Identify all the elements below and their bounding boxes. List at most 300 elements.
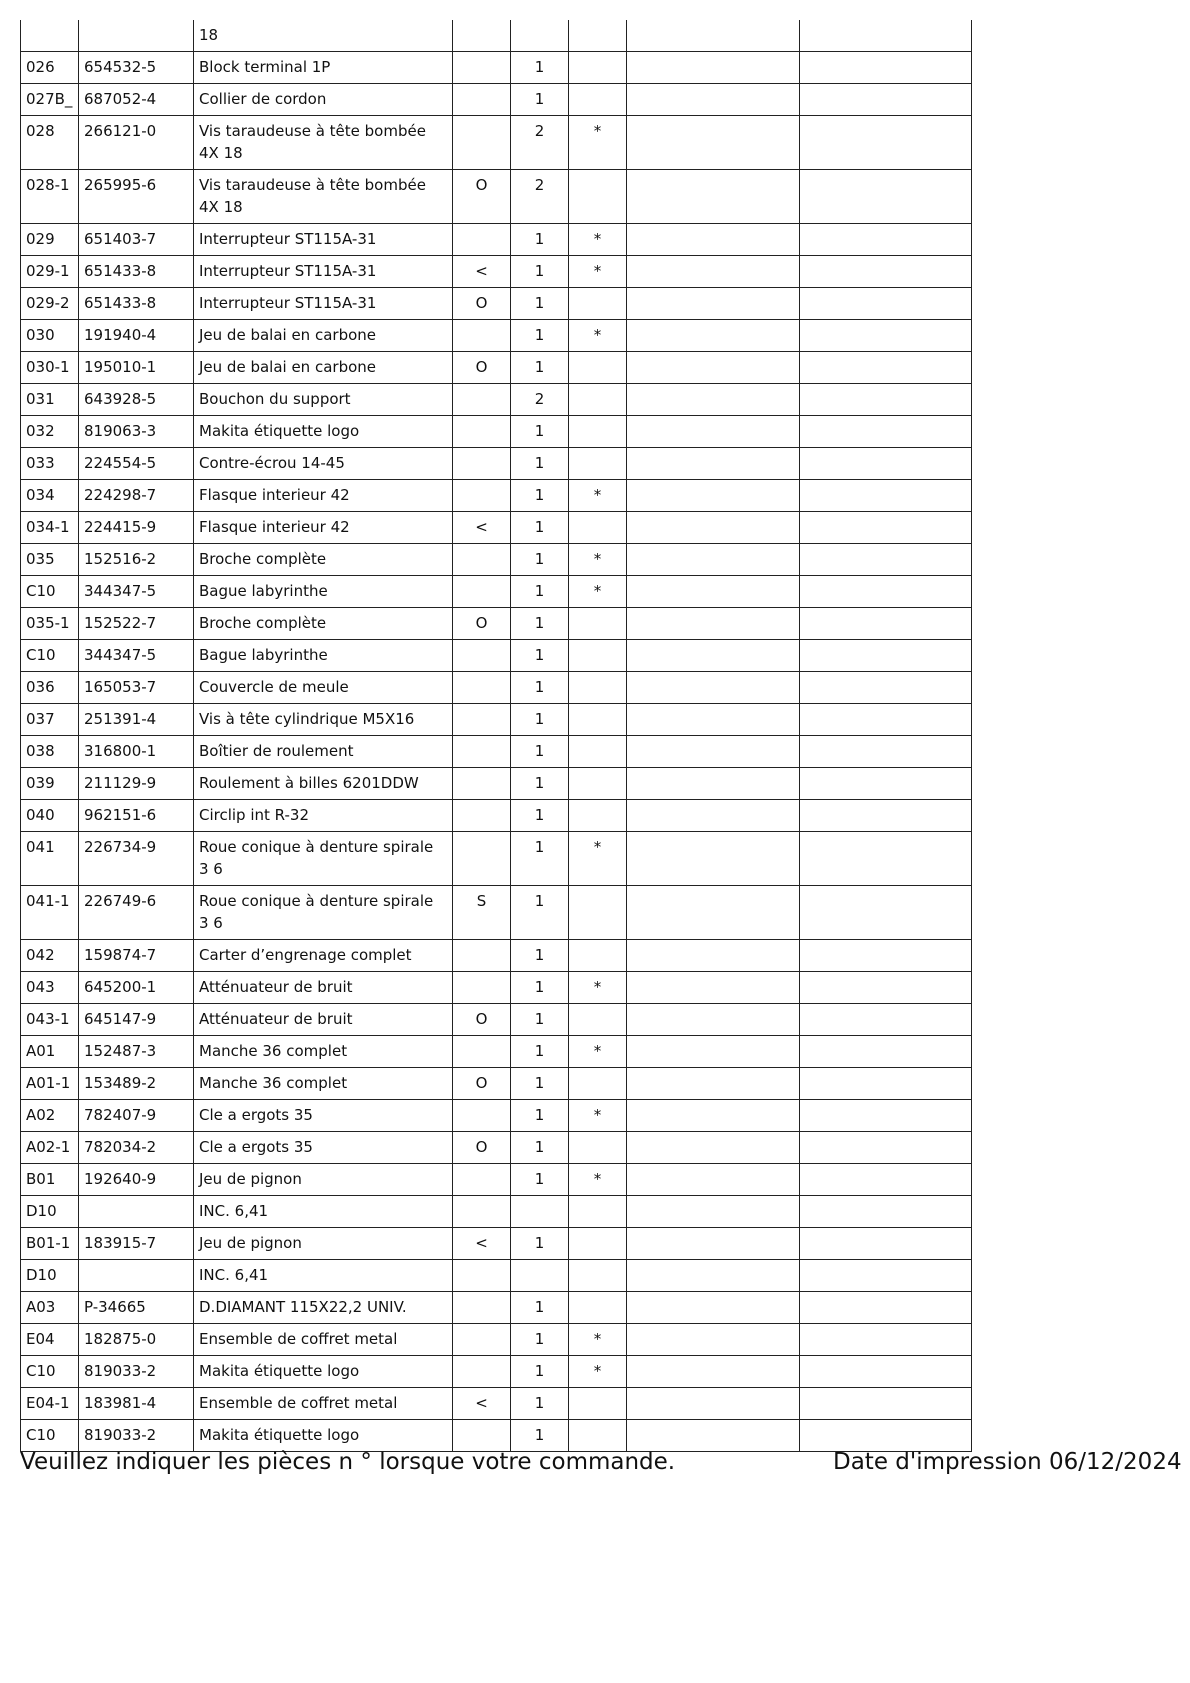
- empty-cell-a: [627, 1164, 800, 1196]
- empty-cell-b: [800, 1068, 972, 1100]
- cell-description: Roue conique à denture spirale 3 6: [194, 886, 453, 940]
- table-row: [21, 576, 972, 608]
- cell-mark: [453, 672, 511, 704]
- cell-reference-code: 266121-0: [79, 116, 194, 170]
- empty-cell-a: [627, 1260, 800, 1292]
- cell-quantity: [511, 20, 569, 52]
- cell-mark: O: [453, 288, 511, 320]
- cell-reference-code: 183981-4: [79, 1388, 194, 1420]
- empty-cell-a: [627, 170, 800, 224]
- empty-cell-b: [800, 1260, 972, 1292]
- cell-part-number: C10: [21, 1356, 79, 1388]
- cell-mark: [453, 320, 511, 352]
- cell-part-number: C10: [21, 1420, 79, 1452]
- empty-cell-b: [800, 640, 972, 672]
- cell-part-number: [21, 20, 79, 52]
- table-row: [21, 1324, 972, 1356]
- cell-mark: <: [453, 512, 511, 544]
- table-row: [21, 52, 972, 84]
- cell-reference-code: [79, 1260, 194, 1292]
- cell-description: Makita étiquette logo: [194, 1420, 453, 1452]
- empty-cell-b: [800, 1196, 972, 1228]
- cell-quantity: 1: [511, 1036, 569, 1068]
- empty-cell-a: [627, 886, 800, 940]
- cell-mark: [453, 768, 511, 800]
- cell-quantity: 1: [511, 480, 569, 512]
- table-row: [21, 1228, 972, 1260]
- cell-part-number: 030-1: [21, 352, 79, 384]
- cell-reference-code: 819063-3: [79, 416, 194, 448]
- cell-star-flag: *: [569, 1356, 627, 1388]
- cell-part-number: 036: [21, 672, 79, 704]
- cell-mark: [453, 448, 511, 480]
- cell-reference-code: 182875-0: [79, 1324, 194, 1356]
- table-row: [21, 384, 972, 416]
- cell-part-number: 041-1: [21, 886, 79, 940]
- cell-description: Boîtier de roulement: [194, 736, 453, 768]
- cell-description: Vis à tête cylindrique M5X16: [194, 704, 453, 736]
- empty-cell-a: [627, 800, 800, 832]
- cell-star-flag: [569, 1292, 627, 1324]
- table-row: [21, 448, 972, 480]
- cell-part-number: C10: [21, 576, 79, 608]
- cell-part-number: 040: [21, 800, 79, 832]
- cell-description: Makita étiquette logo: [194, 1356, 453, 1388]
- cell-mark: [453, 1196, 511, 1228]
- cell-quantity: 1: [511, 1004, 569, 1036]
- cell-reference-code: 782034-2: [79, 1132, 194, 1164]
- empty-cell-b: [800, 1324, 972, 1356]
- empty-cell-b: [800, 170, 972, 224]
- table-row: [21, 256, 972, 288]
- empty-cell-a: [627, 384, 800, 416]
- empty-cell-a: [627, 576, 800, 608]
- cell-quantity: [511, 1196, 569, 1228]
- empty-cell-b: [800, 1356, 972, 1388]
- empty-cell-a: [627, 736, 800, 768]
- cell-part-number: 028-1: [21, 170, 79, 224]
- cell-description: Block terminal 1P: [194, 52, 453, 84]
- cell-mark: [453, 384, 511, 416]
- empty-cell-b: [800, 116, 972, 170]
- cell-mark: [453, 52, 511, 84]
- cell-part-number: 039: [21, 768, 79, 800]
- cell-star-flag: *: [569, 972, 627, 1004]
- cell-part-number: B01: [21, 1164, 79, 1196]
- table-row: [21, 1004, 972, 1036]
- empty-cell-a: [627, 1196, 800, 1228]
- cell-mark: [453, 576, 511, 608]
- cell-quantity: 1: [511, 1420, 569, 1452]
- table-row: [21, 116, 972, 170]
- cell-star-flag: [569, 1260, 627, 1292]
- cell-reference-code: 819033-2: [79, 1356, 194, 1388]
- table-row: [21, 1292, 972, 1324]
- table-row: [21, 512, 972, 544]
- table-row: [21, 1164, 972, 1196]
- cell-description: INC. 6,41: [194, 1260, 453, 1292]
- cell-part-number: C10: [21, 640, 79, 672]
- table-row: [21, 736, 972, 768]
- cell-star-flag: [569, 608, 627, 640]
- cell-quantity: 1: [511, 1324, 569, 1356]
- empty-cell-a: [627, 608, 800, 640]
- empty-cell-b: [800, 704, 972, 736]
- cell-part-number: B01-1: [21, 1228, 79, 1260]
- cell-mark: [453, 1260, 511, 1292]
- empty-cell-a: [627, 116, 800, 170]
- table-row: [21, 1196, 972, 1228]
- cell-part-number: 043-1: [21, 1004, 79, 1036]
- cell-mark: [453, 1292, 511, 1324]
- cell-quantity: 2: [511, 384, 569, 416]
- empty-cell-a: [627, 448, 800, 480]
- cell-description: Vis taraudeuse à tête bombée 4X 18: [194, 116, 453, 170]
- cell-star-flag: [569, 20, 627, 52]
- empty-cell-b: [800, 972, 972, 1004]
- cell-quantity: 1: [511, 1388, 569, 1420]
- empty-cell-a: [627, 20, 800, 52]
- cell-description: Interrupteur ST115A-31: [194, 256, 453, 288]
- cell-part-number: D10: [21, 1196, 79, 1228]
- table-row: [21, 170, 972, 224]
- table-row: [21, 800, 972, 832]
- empty-cell-b: [800, 608, 972, 640]
- cell-star-flag: [569, 704, 627, 736]
- table-row: [21, 1356, 972, 1388]
- cell-part-number: A02-1: [21, 1132, 79, 1164]
- cell-reference-code: 153489-2: [79, 1068, 194, 1100]
- cell-quantity: 1: [511, 576, 569, 608]
- cell-quantity: 2: [511, 170, 569, 224]
- cell-star-flag: [569, 448, 627, 480]
- cell-part-number: 038: [21, 736, 79, 768]
- cell-description: Ensemble de coffret metal: [194, 1388, 453, 1420]
- print-date: Date d'impression 06/12/2024: [833, 1449, 1182, 1475]
- cell-description: Interrupteur ST115A-31: [194, 288, 453, 320]
- cell-star-flag: *: [569, 1036, 627, 1068]
- cell-reference-code: 152516-2: [79, 544, 194, 576]
- empty-cell-b: [800, 480, 972, 512]
- cell-description: 18: [194, 20, 453, 52]
- empty-cell-a: [627, 1068, 800, 1100]
- empty-cell-a: [627, 672, 800, 704]
- cell-star-flag: [569, 384, 627, 416]
- cell-mark: <: [453, 1228, 511, 1260]
- empty-cell-b: [800, 736, 972, 768]
- cell-mark: O: [453, 1068, 511, 1100]
- empty-cell-b: [800, 288, 972, 320]
- cell-part-number: 035-1: [21, 608, 79, 640]
- cell-reference-code: 316800-1: [79, 736, 194, 768]
- empty-cell-a: [627, 256, 800, 288]
- cell-star-flag: *: [569, 832, 627, 886]
- cell-reference-code: 165053-7: [79, 672, 194, 704]
- cell-part-number: 043: [21, 972, 79, 1004]
- empty-cell-b: [800, 224, 972, 256]
- cell-quantity: 1: [511, 940, 569, 972]
- cell-mark: [453, 480, 511, 512]
- empty-cell-a: [627, 1388, 800, 1420]
- cell-description: Collier de cordon: [194, 84, 453, 116]
- cell-part-number: 032: [21, 416, 79, 448]
- cell-description: Carter d’engrenage complet: [194, 940, 453, 972]
- empty-cell-b: [800, 416, 972, 448]
- table-row: [21, 608, 972, 640]
- cell-mark: S: [453, 886, 511, 940]
- cell-reference-code: 226734-9: [79, 832, 194, 886]
- cell-reference-code: 152487-3: [79, 1036, 194, 1068]
- empty-cell-a: [627, 544, 800, 576]
- cell-reference-code: 191940-4: [79, 320, 194, 352]
- cell-star-flag: [569, 736, 627, 768]
- cell-reference-code: 962151-6: [79, 800, 194, 832]
- cell-description: Jeu de balai en carbone: [194, 320, 453, 352]
- cell-description: Broche complète: [194, 544, 453, 576]
- empty-cell-b: [800, 20, 972, 52]
- cell-reference-code: 344347-5: [79, 640, 194, 672]
- cell-quantity: [511, 1260, 569, 1292]
- empty-cell-a: [627, 1292, 800, 1324]
- empty-cell-b: [800, 448, 972, 480]
- empty-cell-b: [800, 352, 972, 384]
- empty-cell-a: [627, 640, 800, 672]
- cell-reference-code: 645147-9: [79, 1004, 194, 1036]
- cell-quantity: 1: [511, 320, 569, 352]
- cell-mark: [453, 832, 511, 886]
- cell-quantity: 1: [511, 1292, 569, 1324]
- cell-description: Atténuateur de bruit: [194, 1004, 453, 1036]
- empty-cell-b: [800, 1292, 972, 1324]
- cell-quantity: 1: [511, 1132, 569, 1164]
- cell-description: Vis taraudeuse à tête bombée 4X 18: [194, 170, 453, 224]
- cell-part-number: A03: [21, 1292, 79, 1324]
- empty-cell-a: [627, 320, 800, 352]
- table-row: [21, 1132, 972, 1164]
- table-row: [21, 352, 972, 384]
- empty-cell-a: [627, 52, 800, 84]
- cell-part-number: 042: [21, 940, 79, 972]
- cell-star-flag: [569, 1004, 627, 1036]
- cell-star-flag: [569, 170, 627, 224]
- cell-mark: [453, 224, 511, 256]
- cell-description: Ensemble de coffret metal: [194, 1324, 453, 1356]
- cell-description: D.DIAMANT 115X22,2 UNIV.: [194, 1292, 453, 1324]
- table-row: [21, 640, 972, 672]
- cell-mark: [453, 640, 511, 672]
- empty-cell-b: [800, 768, 972, 800]
- order-note: Veuillez indiquer les pièces n ° lorsque votre commande.: [20, 1449, 676, 1475]
- empty-cell-a: [627, 416, 800, 448]
- cell-quantity: 1: [511, 672, 569, 704]
- cell-mark: [453, 544, 511, 576]
- cell-reference-code: 226749-6: [79, 886, 194, 940]
- empty-cell-b: [800, 52, 972, 84]
- cell-star-flag: [569, 800, 627, 832]
- empty-cell-b: [800, 1228, 972, 1260]
- cell-mark: [453, 1356, 511, 1388]
- cell-reference-code: 211129-9: [79, 768, 194, 800]
- empty-cell-a: [627, 940, 800, 972]
- empty-cell-b: [800, 1132, 972, 1164]
- cell-part-number: E04-1: [21, 1388, 79, 1420]
- cell-description: Bague labyrinthe: [194, 640, 453, 672]
- cell-star-flag: *: [569, 1100, 627, 1132]
- cell-star-flag: [569, 1388, 627, 1420]
- cell-reference-code: 251391-4: [79, 704, 194, 736]
- empty-cell-b: [800, 576, 972, 608]
- cell-description: Roue conique à denture spirale 3 6: [194, 832, 453, 886]
- cell-description: Couvercle de meule: [194, 672, 453, 704]
- empty-cell-a: [627, 224, 800, 256]
- cell-mark: [453, 940, 511, 972]
- cell-mark: O: [453, 1132, 511, 1164]
- table-row: [21, 1100, 972, 1132]
- table-row: [21, 1036, 972, 1068]
- cell-mark: [453, 20, 511, 52]
- empty-cell-a: [627, 512, 800, 544]
- cell-star-flag: [569, 886, 627, 940]
- cell-star-flag: [569, 768, 627, 800]
- cell-reference-code: [79, 20, 194, 52]
- empty-cell-a: [627, 704, 800, 736]
- cell-quantity: 1: [511, 256, 569, 288]
- cell-description: Flasque interieur 42: [194, 480, 453, 512]
- cell-quantity: 1: [511, 640, 569, 672]
- cell-reference-code: P-34665: [79, 1292, 194, 1324]
- cell-description: Interrupteur ST115A-31: [194, 224, 453, 256]
- empty-cell-a: [627, 352, 800, 384]
- cell-star-flag: [569, 1196, 627, 1228]
- cell-mark: [453, 972, 511, 1004]
- cell-part-number: 029-2: [21, 288, 79, 320]
- cell-reference-code: 195010-1: [79, 352, 194, 384]
- empty-cell-b: [800, 832, 972, 886]
- cell-mark: O: [453, 608, 511, 640]
- table-row: [21, 320, 972, 352]
- cell-mark: O: [453, 170, 511, 224]
- cell-part-number: 028: [21, 116, 79, 170]
- cell-description: Jeu de pignon: [194, 1164, 453, 1196]
- cell-part-number: D10: [21, 1260, 79, 1292]
- cell-mark: [453, 1164, 511, 1196]
- cell-description: Roulement à billes 6201DDW: [194, 768, 453, 800]
- cell-mark: [453, 116, 511, 170]
- table-row: [21, 672, 972, 704]
- cell-star-flag: [569, 1132, 627, 1164]
- empty-cell-a: [627, 1228, 800, 1260]
- cell-part-number: A02: [21, 1100, 79, 1132]
- empty-cell-a: [627, 972, 800, 1004]
- cell-star-flag: *: [569, 1164, 627, 1196]
- cell-mark: [453, 416, 511, 448]
- parts-table-body: [21, 20, 972, 1452]
- empty-cell-b: [800, 84, 972, 116]
- empty-cell-b: [800, 320, 972, 352]
- cell-part-number: 031: [21, 384, 79, 416]
- cell-quantity: 1: [511, 608, 569, 640]
- cell-star-flag: [569, 288, 627, 320]
- empty-cell-b: [800, 800, 972, 832]
- cell-star-flag: *: [569, 576, 627, 608]
- cell-reference-code: 192640-9: [79, 1164, 194, 1196]
- cell-star-flag: *: [569, 224, 627, 256]
- cell-mark: [453, 1100, 511, 1132]
- table-row: [21, 1260, 972, 1292]
- empty-cell-b: [800, 1388, 972, 1420]
- cell-reference-code: 224298-7: [79, 480, 194, 512]
- empty-cell-a: [627, 1100, 800, 1132]
- cell-quantity: 1: [511, 800, 569, 832]
- cell-star-flag: [569, 672, 627, 704]
- empty-cell-b: [800, 256, 972, 288]
- cell-quantity: 1: [511, 1100, 569, 1132]
- cell-part-number: A01: [21, 1036, 79, 1068]
- cell-reference-code: 183915-7: [79, 1228, 194, 1260]
- cell-mark: [453, 1324, 511, 1356]
- cell-part-number: 033: [21, 448, 79, 480]
- cell-description: Atténuateur de bruit: [194, 972, 453, 1004]
- cell-quantity: 1: [511, 972, 569, 1004]
- cell-reference-code: 651403-7: [79, 224, 194, 256]
- cell-part-number: E04: [21, 1324, 79, 1356]
- cell-description: Circlip int R-32: [194, 800, 453, 832]
- cell-description: Cle a ergots 35: [194, 1132, 453, 1164]
- cell-description: Bague labyrinthe: [194, 576, 453, 608]
- cell-reference-code: 645200-1: [79, 972, 194, 1004]
- cell-quantity: 1: [511, 886, 569, 940]
- parts-table: [20, 20, 972, 1452]
- empty-cell-a: [627, 832, 800, 886]
- empty-cell-a: [627, 84, 800, 116]
- cell-quantity: 1: [511, 52, 569, 84]
- empty-cell-a: [627, 288, 800, 320]
- table-row: [21, 84, 972, 116]
- table-row: [21, 886, 972, 940]
- cell-part-number: 029: [21, 224, 79, 256]
- cell-mark: [453, 736, 511, 768]
- cell-part-number: 034: [21, 480, 79, 512]
- empty-cell-b: [800, 672, 972, 704]
- empty-cell-b: [800, 384, 972, 416]
- cell-mark: [453, 84, 511, 116]
- cell-star-flag: [569, 416, 627, 448]
- cell-star-flag: [569, 84, 627, 116]
- cell-reference-code: 265995-6: [79, 170, 194, 224]
- cell-reference-code: 651433-8: [79, 288, 194, 320]
- cell-description: Bouchon du support: [194, 384, 453, 416]
- empty-cell-b: [800, 512, 972, 544]
- cell-star-flag: *: [569, 116, 627, 170]
- empty-cell-b: [800, 544, 972, 576]
- cell-description: Flasque interieur 42: [194, 512, 453, 544]
- cell-reference-code: 159874-7: [79, 940, 194, 972]
- cell-reference-code: 344347-5: [79, 576, 194, 608]
- cell-part-number: 027B_: [21, 84, 79, 116]
- cell-star-flag: *: [569, 256, 627, 288]
- cell-reference-code: 224415-9: [79, 512, 194, 544]
- empty-cell-b: [800, 1036, 972, 1068]
- cell-mark: <: [453, 1388, 511, 1420]
- cell-mark: [453, 800, 511, 832]
- empty-cell-a: [627, 768, 800, 800]
- empty-cell-a: [627, 480, 800, 512]
- cell-mark: O: [453, 1004, 511, 1036]
- table-row: [21, 1388, 972, 1420]
- empty-cell-b: [800, 1164, 972, 1196]
- table-row: [21, 972, 972, 1004]
- cell-star-flag: [569, 1228, 627, 1260]
